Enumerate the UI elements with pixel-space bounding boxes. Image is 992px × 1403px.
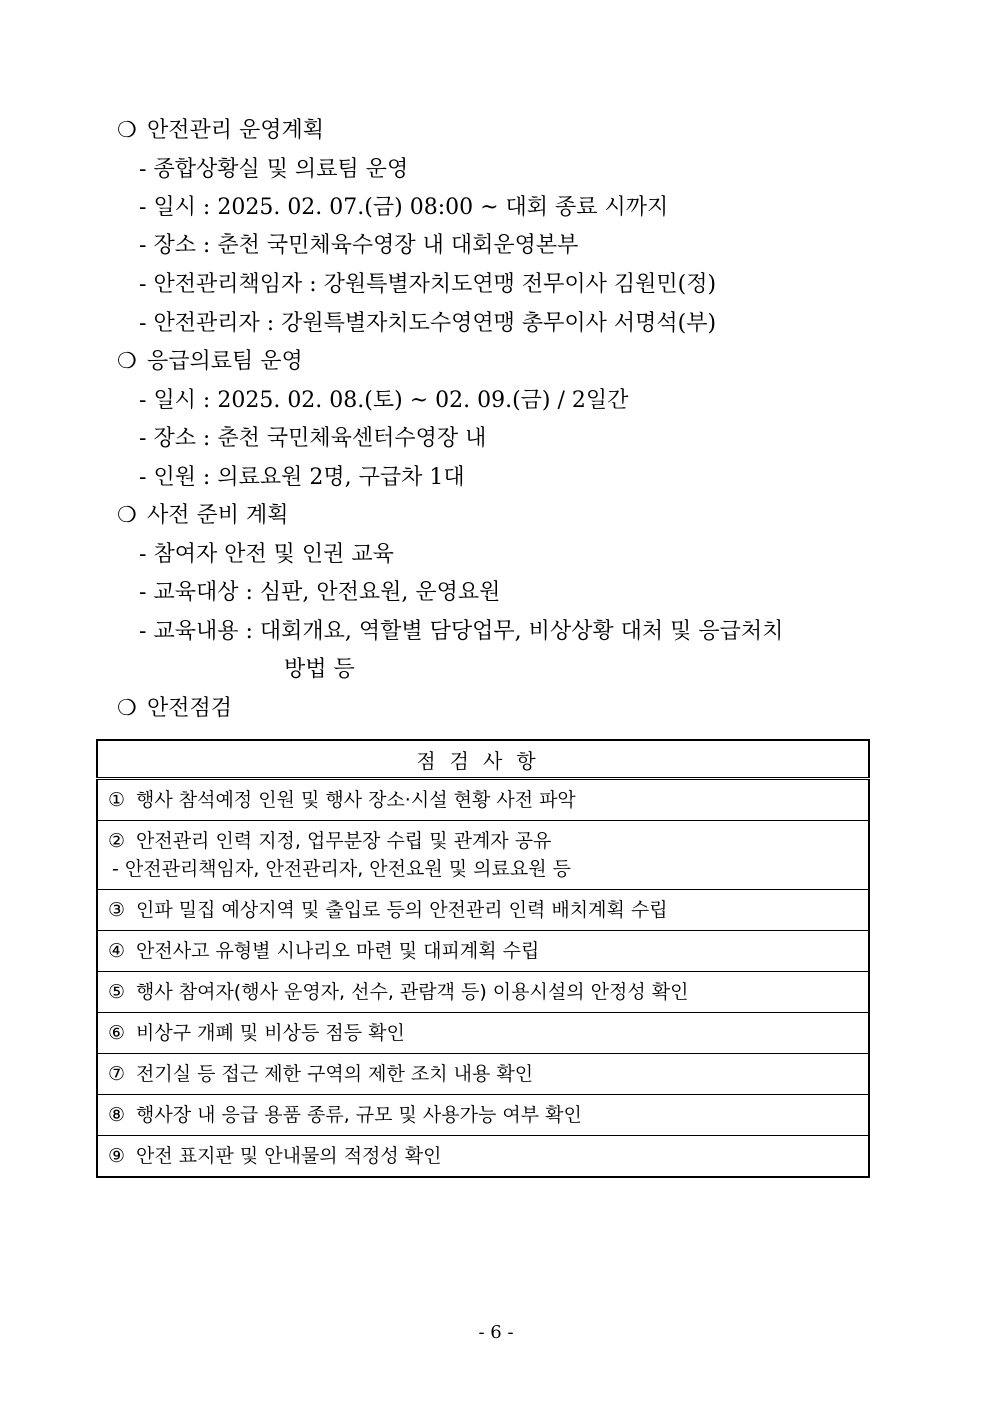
item-number: ④ (108, 940, 126, 962)
table-row (97, 931, 869, 972)
item-text: 비상구 개폐 및 비상등 점등 확인 (136, 1022, 405, 1044)
item-text: 안전 표지판 및 안내물의 적정성 확인 (136, 1145, 442, 1167)
item-number: ① (108, 789, 126, 811)
list-item: - 교육내용 : 대회개요, 역할별 담당업무, 비상상황 대처 및 응급처치 (139, 619, 784, 644)
table-cell (97, 1095, 869, 1136)
table-cell (97, 972, 869, 1013)
section-heading-operation: ❍ 안전관리 운영계획 (117, 118, 325, 143)
list-item: - 참여자 안전 및 인권 교육 (139, 542, 394, 567)
item-text: 안전관리 인력 지정, 업무분장 수립 및 관계자 공유 (136, 830, 552, 852)
item-number: ⑤ (108, 981, 126, 1003)
table-row (97, 1054, 869, 1095)
item-text: 안전사고 유형별 시나리오 마련 및 대피계획 수립 (136, 940, 540, 962)
table-cell (97, 779, 869, 821)
item-subtext: - 안전관리책임자, 안전관리자, 안전요원 및 의료요원 등 (112, 858, 571, 880)
circle-bullet-icon: ❍ (117, 503, 137, 528)
table-cell (97, 1054, 869, 1095)
item-number: ③ (108, 899, 126, 921)
item-text: 행사 참여자(행사 운영자, 선수, 관람객 등) 이용시설의 안정성 확인 (136, 981, 689, 1003)
table-row (97, 1136, 869, 1178)
list-item: - 장소 : 춘천 국민체육수영장 내 대회운영본부 (139, 233, 579, 258)
list-item: - 안전관리책임자 : 강원특별자치도연맹 전무이사 김원민(정) (139, 272, 717, 297)
item-text: 행사 참석예정 인원 및 행사 장소·시설 현황 사전 파악 (136, 789, 576, 811)
section-heading-inspection: ❍ 안전점검 (117, 696, 233, 721)
circle-bullet-icon: ❍ (117, 118, 137, 143)
list-item: - 일시 : 2025. 02. 08.(토) ~ 02. 09.(금) / 2일간 (139, 388, 629, 413)
table-cell (97, 1013, 869, 1054)
inspection-table (96, 739, 870, 1178)
table-header: 점검사항 (97, 740, 869, 779)
item-number: ⑦ (108, 1063, 126, 1085)
item-text: 행사장 내 응급 용품 종류, 규모 및 사용가능 여부 확인 (136, 1104, 582, 1126)
inspection-table-body (97, 779, 869, 1178)
page-number: - 6 - (478, 1322, 514, 1343)
list-item: - 인원 : 의료요원 2명, 구급차 1대 (139, 465, 465, 490)
table-cell (97, 890, 869, 931)
list-item: - 일시 : 2025. 02. 07.(금) 08:00 ~ 대회 종료 시까지 (139, 195, 669, 220)
list-item: - 교육대상 : 심판, 안전요원, 운영요원 (139, 580, 501, 605)
section-heading-medical: ❍ 응급의료팀 운영 (117, 349, 303, 374)
list-item: - 장소 : 춘천 국민체육센터수영장 내 (139, 426, 487, 451)
table-row (97, 1095, 869, 1136)
table-row (97, 821, 869, 890)
item-text: 전기실 등 접근 제한 구역의 제한 조치 내용 확인 (136, 1063, 534, 1085)
section-heading-prep: ❍ 사전 준비 계획 (117, 503, 289, 528)
table-row (97, 779, 869, 821)
item-number: ② (108, 830, 126, 852)
list-item-continuation: 방법 등 (284, 657, 355, 682)
item-text: 인파 밀집 예상지역 및 출입로 등의 안전관리 인력 배치계획 수립 (136, 899, 668, 921)
item-number: ⑧ (108, 1104, 126, 1126)
circle-bullet-icon: ❍ (117, 349, 137, 374)
item-number: ⑨ (108, 1145, 126, 1167)
list-item: - 종합상황실 및 의료팀 운영 (139, 157, 409, 182)
table-row (97, 972, 869, 1013)
table-cell (97, 931, 869, 972)
table-cell (97, 1136, 869, 1178)
item-number: ⑥ (108, 1022, 126, 1044)
table-cell (97, 821, 869, 890)
table-row (97, 1013, 869, 1054)
table-row (97, 890, 869, 931)
circle-bullet-icon: ❍ (117, 696, 137, 721)
list-item: - 안전관리자 : 강원특별자치도수영연맹 총무이사 서명석(부) (139, 311, 717, 336)
